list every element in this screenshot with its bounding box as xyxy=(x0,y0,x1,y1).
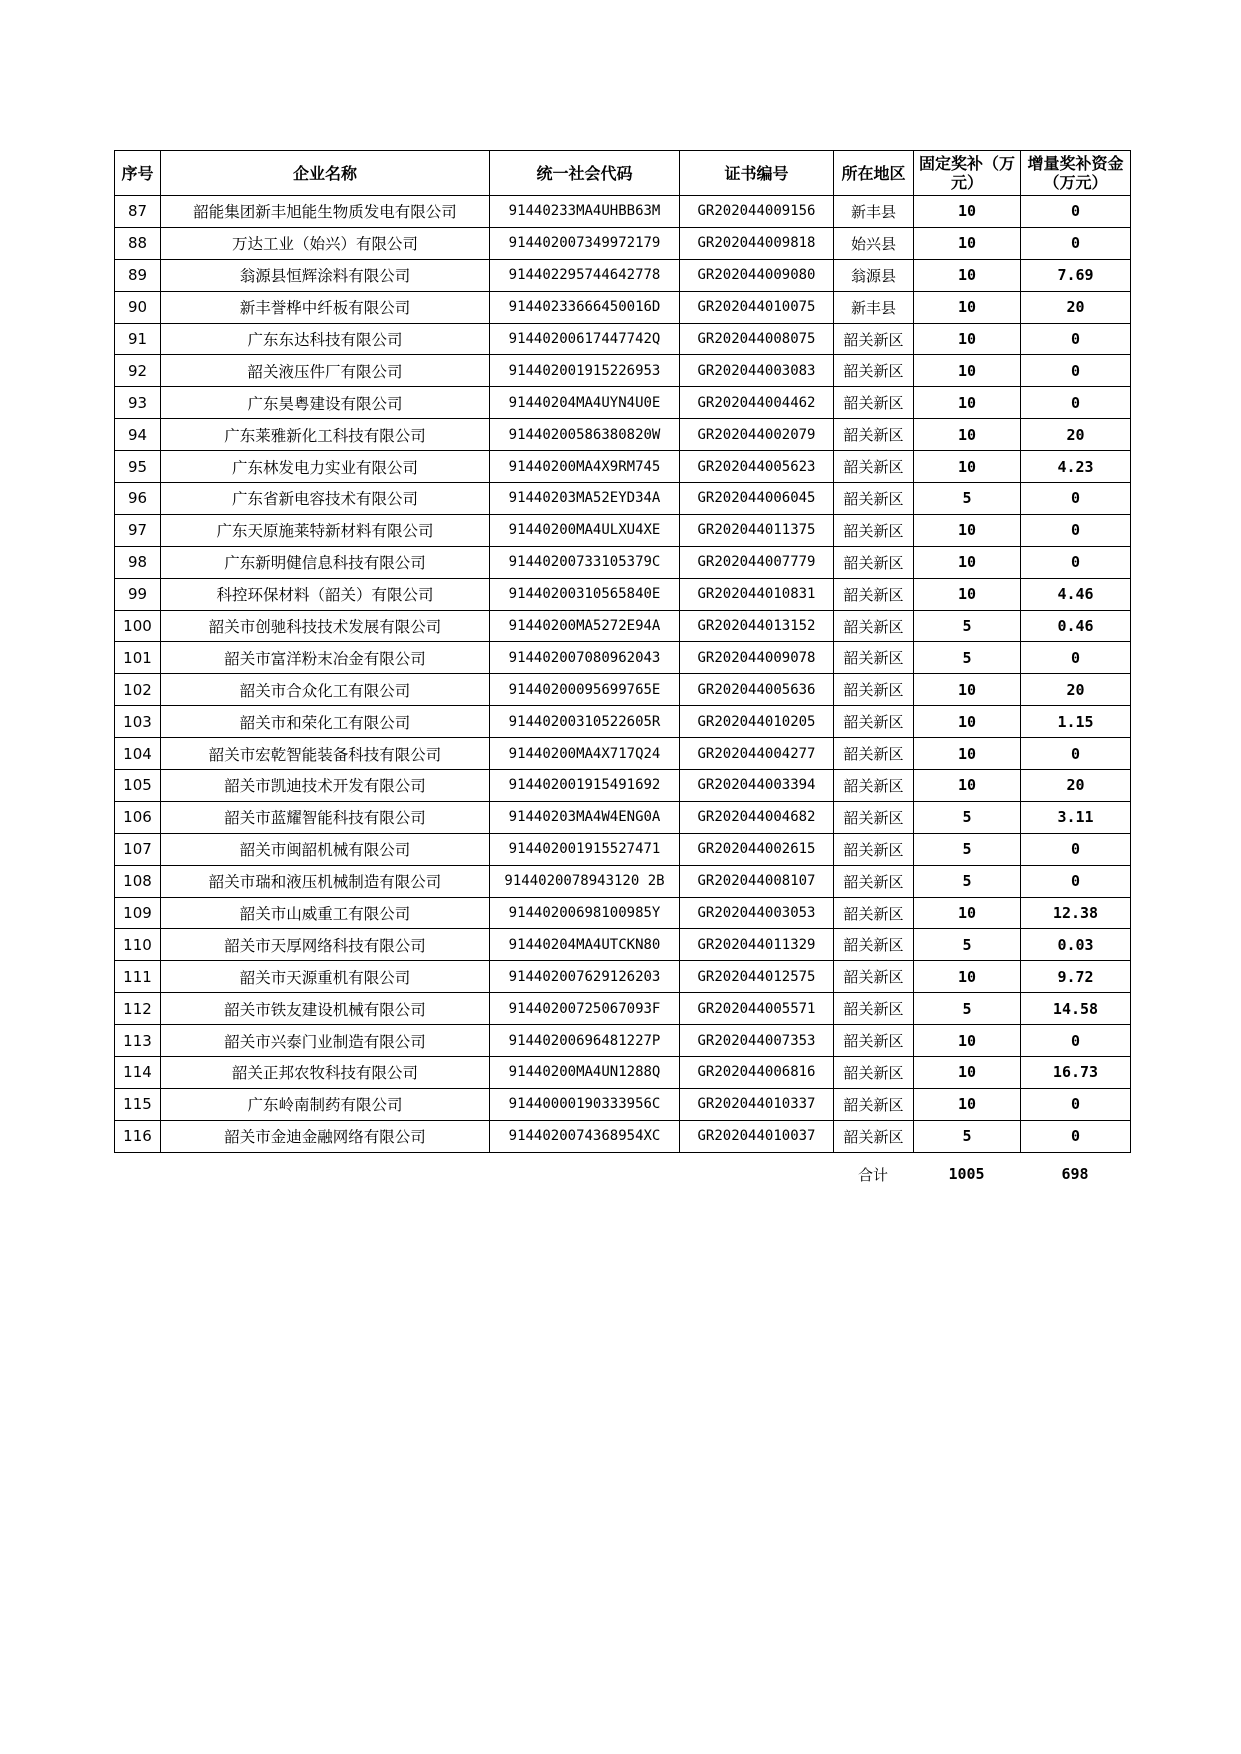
totals-incr: 698 xyxy=(1061,1165,1089,1183)
table-row xyxy=(115,993,1131,1025)
cell-fixed-subsidy: 10 xyxy=(914,578,1021,610)
cell-seq: 91 xyxy=(115,323,161,355)
cell-seq: 92 xyxy=(115,355,161,387)
cell-fixed-subsidy: 5 xyxy=(914,1120,1021,1152)
cell-seq: 99 xyxy=(115,578,161,610)
cell-fixed-subsidy: 10 xyxy=(914,323,1021,355)
cell-incremental-subsidy: 12.38 xyxy=(1021,897,1131,929)
cell-credit-code: 914402001915491692 xyxy=(490,770,680,802)
cell-certificate-no: GR202044002079 xyxy=(680,419,834,451)
cell-seq: 103 xyxy=(115,706,161,738)
cell-credit-code: 9144020074368954XC xyxy=(490,1120,680,1152)
table-row xyxy=(115,196,1131,228)
cell-fixed-subsidy: 10 xyxy=(914,451,1021,483)
cell-region: 韶关新区 xyxy=(834,610,914,642)
header-row xyxy=(115,151,1131,196)
cell-seq: 111 xyxy=(115,961,161,993)
cell-region: 韶关新区 xyxy=(834,706,914,738)
cell-region: 韶关新区 xyxy=(834,419,914,451)
cell-credit-code: 91440000190333956C xyxy=(490,1088,680,1120)
table-row xyxy=(115,578,1131,610)
cell-seq: 97 xyxy=(115,514,161,546)
cell-certificate-no: GR202044004462 xyxy=(680,387,834,419)
cell-certificate-no: GR202044010337 xyxy=(680,1088,834,1120)
table-row xyxy=(115,514,1131,546)
cell-incremental-subsidy: 0 xyxy=(1021,738,1131,770)
cell-incremental-subsidy: 0.46 xyxy=(1021,610,1131,642)
cell-credit-code: 91440200MA4UN1288Q xyxy=(490,1057,680,1089)
cell-incremental-subsidy: 0 xyxy=(1021,483,1131,515)
table-row xyxy=(115,483,1131,515)
cell-credit-code: 91440233MA4UHBB63M xyxy=(490,196,680,228)
cell-company-name: 广东林发电力实业有限公司 xyxy=(161,451,490,483)
cell-incremental-subsidy: 0 xyxy=(1021,227,1131,259)
cell-incremental-subsidy: 9.72 xyxy=(1021,961,1131,993)
cell-region: 韶关新区 xyxy=(834,1120,914,1152)
cell-incremental-subsidy: 1.15 xyxy=(1021,706,1131,738)
cell-incremental-subsidy: 0.03 xyxy=(1021,929,1131,961)
cell-fixed-subsidy: 10 xyxy=(914,1088,1021,1120)
table-row xyxy=(115,1120,1131,1152)
cell-credit-code: 91440200MA5272E94A xyxy=(490,610,680,642)
cell-company-name: 科控环保材料（韶关）有限公司 xyxy=(161,578,490,610)
cell-company-name: 翁源县恒辉涂料有限公司 xyxy=(161,259,490,291)
cell-region: 韶关新区 xyxy=(834,865,914,897)
cell-company-name: 韶关市凯迪技术开发有限公司 xyxy=(161,770,490,802)
cell-incremental-subsidy: 0 xyxy=(1021,1120,1131,1152)
cell-company-name: 韶关市天厚网络科技有限公司 xyxy=(161,929,490,961)
table-row xyxy=(115,865,1131,897)
cell-company-name: 韶关市金迪金融网络有限公司 xyxy=(161,1120,490,1152)
cell-region: 韶关新区 xyxy=(834,642,914,674)
cell-certificate-no: GR202044009156 xyxy=(680,196,834,228)
header-code: 统一社会代码 xyxy=(490,151,680,196)
cell-incremental-subsidy: 4.46 xyxy=(1021,578,1131,610)
cell-company-name: 广东新明健信息科技有限公司 xyxy=(161,546,490,578)
cell-certificate-no: GR202044008107 xyxy=(680,865,834,897)
table-header xyxy=(115,151,1131,196)
cell-credit-code: 91440203MA52EYD34A xyxy=(490,483,680,515)
cell-region: 韶关新区 xyxy=(834,546,914,578)
cell-certificate-no: GR202044007353 xyxy=(680,1025,834,1057)
cell-incremental-subsidy: 3.11 xyxy=(1021,801,1131,833)
cell-region: 韶关新区 xyxy=(834,578,914,610)
cell-incremental-subsidy: 14.58 xyxy=(1021,993,1131,1025)
table-row xyxy=(115,259,1131,291)
cell-fixed-subsidy: 10 xyxy=(914,546,1021,578)
cell-seq: 90 xyxy=(115,291,161,323)
cell-certificate-no: GR202044010037 xyxy=(680,1120,834,1152)
header-incr: 增量奖补资金（万元） xyxy=(1021,151,1131,196)
cell-seq: 115 xyxy=(115,1088,161,1120)
cell-fixed-subsidy: 5 xyxy=(914,610,1021,642)
cell-credit-code: 91440200MA4ULXU4XE xyxy=(490,514,680,546)
cell-credit-code: 91440200310522605R xyxy=(490,706,680,738)
cell-certificate-no: GR202044010205 xyxy=(680,706,834,738)
cell-seq: 113 xyxy=(115,1025,161,1057)
cell-credit-code: 91440200MA4X9RM745 xyxy=(490,451,680,483)
cell-fixed-subsidy: 10 xyxy=(914,227,1021,259)
cell-fixed-subsidy: 10 xyxy=(914,514,1021,546)
cell-fixed-subsidy: 5 xyxy=(914,993,1021,1025)
cell-certificate-no: GR202044007779 xyxy=(680,546,834,578)
table-row xyxy=(115,833,1131,865)
totals-fixed: 1005 xyxy=(948,1165,985,1183)
cell-incremental-subsidy: 0 xyxy=(1021,355,1131,387)
cell-certificate-no: GR202044004277 xyxy=(680,738,834,770)
cell-seq: 88 xyxy=(115,227,161,259)
cell-fixed-subsidy: 10 xyxy=(914,196,1021,228)
cell-company-name: 韶关市瑞和液压机械制造有限公司 xyxy=(161,865,490,897)
cell-fixed-subsidy: 10 xyxy=(914,1057,1021,1089)
cell-seq: 95 xyxy=(115,451,161,483)
totals-label: 合计 xyxy=(857,1165,888,1184)
table-row xyxy=(115,1025,1131,1057)
table-row xyxy=(115,291,1131,323)
cell-seq: 107 xyxy=(115,833,161,865)
cell-certificate-no: GR202044005636 xyxy=(680,674,834,706)
cell-region: 韶关新区 xyxy=(834,833,914,865)
cell-credit-code: 91440233666450016D xyxy=(490,291,680,323)
cell-fixed-subsidy: 10 xyxy=(914,738,1021,770)
header-cert: 证书编号 xyxy=(680,151,834,196)
table-row xyxy=(115,706,1131,738)
cell-seq: 87 xyxy=(115,196,161,228)
cell-company-name: 韶关市山威重工有限公司 xyxy=(161,897,490,929)
cell-seq: 100 xyxy=(115,610,161,642)
cell-fixed-subsidy: 5 xyxy=(914,929,1021,961)
cell-company-name: 韶关市创驰科技技术发展有限公司 xyxy=(161,610,490,642)
cell-certificate-no: GR202044009080 xyxy=(680,259,834,291)
table-row xyxy=(115,387,1131,419)
cell-credit-code: 914402001915226953 xyxy=(490,355,680,387)
cell-credit-code: 914402295744642778 xyxy=(490,259,680,291)
cell-certificate-no: GR202044009078 xyxy=(680,642,834,674)
cell-region: 韶关新区 xyxy=(834,1088,914,1120)
header-fixed: 固定奖补（万元） xyxy=(914,151,1021,196)
cell-seq: 98 xyxy=(115,546,161,578)
cell-certificate-no: GR202044006816 xyxy=(680,1057,834,1089)
cell-incremental-subsidy: 0 xyxy=(1021,514,1131,546)
cell-region: 韶关新区 xyxy=(834,323,914,355)
cell-credit-code: 91440200698100985Y xyxy=(490,897,680,929)
cell-incremental-subsidy: 20 xyxy=(1021,770,1131,802)
cell-region: 韶关新区 xyxy=(834,1025,914,1057)
cell-seq: 109 xyxy=(115,897,161,929)
cell-company-name: 韶关市天源重机有限公司 xyxy=(161,961,490,993)
table-row xyxy=(115,227,1131,259)
table-row xyxy=(115,738,1131,770)
cell-incremental-subsidy: 0 xyxy=(1021,1088,1131,1120)
table-row xyxy=(115,546,1131,578)
cell-fixed-subsidy: 10 xyxy=(914,355,1021,387)
cell-seq: 104 xyxy=(115,738,161,770)
header-seq: 序号 xyxy=(115,151,161,196)
cell-company-name: 韶关市和荣化工有限公司 xyxy=(161,706,490,738)
cell-region: 韶关新区 xyxy=(834,897,914,929)
cell-incremental-subsidy: 0 xyxy=(1021,387,1131,419)
cell-company-name: 韶关市闽韶机械有限公司 xyxy=(161,833,490,865)
cell-certificate-no: GR202044005571 xyxy=(680,993,834,1025)
cell-company-name: 韶能集团新丰旭能生物质发电有限公司 xyxy=(161,196,490,228)
cell-incremental-subsidy: 0 xyxy=(1021,196,1131,228)
cell-seq: 96 xyxy=(115,483,161,515)
cell-fixed-subsidy: 10 xyxy=(914,770,1021,802)
cell-region: 韶关新区 xyxy=(834,674,914,706)
cell-region: 韶关新区 xyxy=(834,1057,914,1089)
table-row xyxy=(115,961,1131,993)
cell-company-name: 韶关市铁友建设机械有限公司 xyxy=(161,993,490,1025)
cell-certificate-no: GR202044003053 xyxy=(680,897,834,929)
cell-credit-code: 9144020078943120 2B xyxy=(490,865,680,897)
cell-fixed-subsidy: 10 xyxy=(914,674,1021,706)
cell-certificate-no: GR202044006045 xyxy=(680,483,834,515)
cell-credit-code: 91440200617447742Q xyxy=(490,323,680,355)
cell-seq: 89 xyxy=(115,259,161,291)
cell-credit-code: 91440200586380820W xyxy=(490,419,680,451)
cell-incremental-subsidy: 7.69 xyxy=(1021,259,1131,291)
cell-region: 韶关新区 xyxy=(834,387,914,419)
cell-company-name: 广东岭南制药有限公司 xyxy=(161,1088,490,1120)
cell-company-name: 新丰誉桦中纤板有限公司 xyxy=(161,291,490,323)
table-row xyxy=(115,642,1131,674)
header-name: 企业名称 xyxy=(161,151,490,196)
cell-company-name: 广东天原施莱特新材料有限公司 xyxy=(161,514,490,546)
cell-company-name: 广东昊粤建设有限公司 xyxy=(161,387,490,419)
table-row xyxy=(115,355,1131,387)
cell-certificate-no: GR202044012575 xyxy=(680,961,834,993)
cell-company-name: 广东省新电容技术有限公司 xyxy=(161,483,490,515)
cell-company-name: 广东莱雅新化工科技有限公司 xyxy=(161,419,490,451)
cell-company-name: 韶关市合众化工有限公司 xyxy=(161,674,490,706)
cell-region: 始兴县 xyxy=(834,227,914,259)
cell-credit-code: 914402007080962043 xyxy=(490,642,680,674)
cell-region: 翁源县 xyxy=(834,259,914,291)
cell-certificate-no: GR202044010831 xyxy=(680,578,834,610)
cell-seq: 102 xyxy=(115,674,161,706)
cell-incremental-subsidy: 20 xyxy=(1021,291,1131,323)
table-row xyxy=(115,674,1131,706)
cell-fixed-subsidy: 10 xyxy=(914,387,1021,419)
cell-company-name: 韶关市兴泰门业制造有限公司 xyxy=(161,1025,490,1057)
cell-certificate-no: GR202044013152 xyxy=(680,610,834,642)
table-row xyxy=(115,929,1131,961)
cell-company-name: 广东东达科技有限公司 xyxy=(161,323,490,355)
table-row xyxy=(115,610,1131,642)
cell-incremental-subsidy: 0 xyxy=(1021,833,1131,865)
cell-region: 韶关新区 xyxy=(834,451,914,483)
table-body xyxy=(115,196,1131,1153)
cell-company-name: 韶关市富洋粉末冶金有限公司 xyxy=(161,642,490,674)
cell-fixed-subsidy: 10 xyxy=(914,961,1021,993)
cell-incremental-subsidy: 0 xyxy=(1021,323,1131,355)
cell-seq: 101 xyxy=(115,642,161,674)
cell-company-name: 韶关液压件厂有限公司 xyxy=(161,355,490,387)
cell-certificate-no: GR202044009818 xyxy=(680,227,834,259)
cell-seq: 110 xyxy=(115,929,161,961)
cell-incremental-subsidy: 0 xyxy=(1021,1025,1131,1057)
cell-company-name: 韶关正邦农牧科技有限公司 xyxy=(161,1057,490,1089)
cell-credit-code: 91440200095699765E xyxy=(490,674,680,706)
cell-seq: 112 xyxy=(115,993,161,1025)
cell-region: 新丰县 xyxy=(834,196,914,228)
cell-credit-code: 914402007349972179 xyxy=(490,227,680,259)
subsidy-table xyxy=(114,150,1131,1153)
cell-certificate-no: GR202044010075 xyxy=(680,291,834,323)
cell-seq: 108 xyxy=(115,865,161,897)
cell-seq: 106 xyxy=(115,801,161,833)
cell-company-name: 万达工业（始兴）有限公司 xyxy=(161,227,490,259)
cell-fixed-subsidy: 10 xyxy=(914,706,1021,738)
cell-certificate-no: GR202044005623 xyxy=(680,451,834,483)
cell-region: 韶关新区 xyxy=(834,961,914,993)
cell-incremental-subsidy: 20 xyxy=(1021,419,1131,451)
cell-certificate-no: GR202044011375 xyxy=(680,514,834,546)
table-row xyxy=(115,1088,1131,1120)
cell-region: 韶关新区 xyxy=(834,483,914,515)
cell-certificate-no: GR202044008075 xyxy=(680,323,834,355)
cell-region: 韶关新区 xyxy=(834,514,914,546)
cell-seq: 93 xyxy=(115,387,161,419)
cell-region: 韶关新区 xyxy=(834,801,914,833)
cell-region: 韶关新区 xyxy=(834,929,914,961)
cell-certificate-no: GR202044011329 xyxy=(680,929,834,961)
cell-region: 韶关新区 xyxy=(834,770,914,802)
table-row xyxy=(115,1057,1131,1089)
cell-seq: 114 xyxy=(115,1057,161,1089)
cell-region: 韶关新区 xyxy=(834,355,914,387)
cell-seq: 116 xyxy=(115,1120,161,1152)
cell-credit-code: 914402001915527471 xyxy=(490,833,680,865)
cell-credit-code: 91440203MA4W4ENG0A xyxy=(490,801,680,833)
cell-fixed-subsidy: 5 xyxy=(914,483,1021,515)
cell-certificate-no: GR202044003083 xyxy=(680,355,834,387)
cell-fixed-subsidy: 5 xyxy=(914,865,1021,897)
cell-incremental-subsidy: 0 xyxy=(1021,642,1131,674)
cell-credit-code: 91440200696481227P xyxy=(490,1025,680,1057)
cell-seq: 94 xyxy=(115,419,161,451)
cell-certificate-no: GR202044002615 xyxy=(680,833,834,865)
cell-fixed-subsidy: 10 xyxy=(914,1025,1021,1057)
cell-credit-code: 91440200310565840E xyxy=(490,578,680,610)
cell-company-name: 韶关市蓝耀智能科技有限公司 xyxy=(161,801,490,833)
cell-credit-code: 91440200733105379C xyxy=(490,546,680,578)
cell-credit-code: 91440200MA4X717Q24 xyxy=(490,738,680,770)
cell-fixed-subsidy: 10 xyxy=(914,419,1021,451)
cell-certificate-no: GR202044003394 xyxy=(680,770,834,802)
table-row xyxy=(115,897,1131,929)
cell-seq: 105 xyxy=(115,770,161,802)
totals-row xyxy=(114,1161,1130,1187)
cell-incremental-subsidy: 4.23 xyxy=(1021,451,1131,483)
cell-credit-code: 91440200725067093F xyxy=(490,993,680,1025)
table-row xyxy=(115,323,1131,355)
table-row xyxy=(115,770,1131,802)
cell-fixed-subsidy: 10 xyxy=(914,259,1021,291)
cell-incremental-subsidy: 16.73 xyxy=(1021,1057,1131,1089)
cell-region: 韶关新区 xyxy=(834,738,914,770)
cell-fixed-subsidy: 10 xyxy=(914,291,1021,323)
cell-region: 新丰县 xyxy=(834,291,914,323)
cell-certificate-no: GR202044004682 xyxy=(680,801,834,833)
header-region: 所在地区 xyxy=(834,151,914,196)
cell-credit-code: 914402007629126203 xyxy=(490,961,680,993)
cell-credit-code: 91440204MA4UYN4U0E xyxy=(490,387,680,419)
cell-fixed-subsidy: 5 xyxy=(914,801,1021,833)
cell-company-name: 韶关市宏乾智能装备科技有限公司 xyxy=(161,738,490,770)
table-row xyxy=(115,419,1131,451)
table-row xyxy=(115,801,1131,833)
cell-incremental-subsidy: 0 xyxy=(1021,865,1131,897)
cell-credit-code: 91440204MA4UTCKN80 xyxy=(490,929,680,961)
cell-region: 韶关新区 xyxy=(834,993,914,1025)
table-row xyxy=(115,451,1131,483)
cell-fixed-subsidy: 10 xyxy=(914,897,1021,929)
cell-fixed-subsidy: 5 xyxy=(914,642,1021,674)
cell-incremental-subsidy: 20 xyxy=(1021,674,1131,706)
cell-incremental-subsidy: 0 xyxy=(1021,546,1131,578)
cell-fixed-subsidy: 5 xyxy=(914,833,1021,865)
